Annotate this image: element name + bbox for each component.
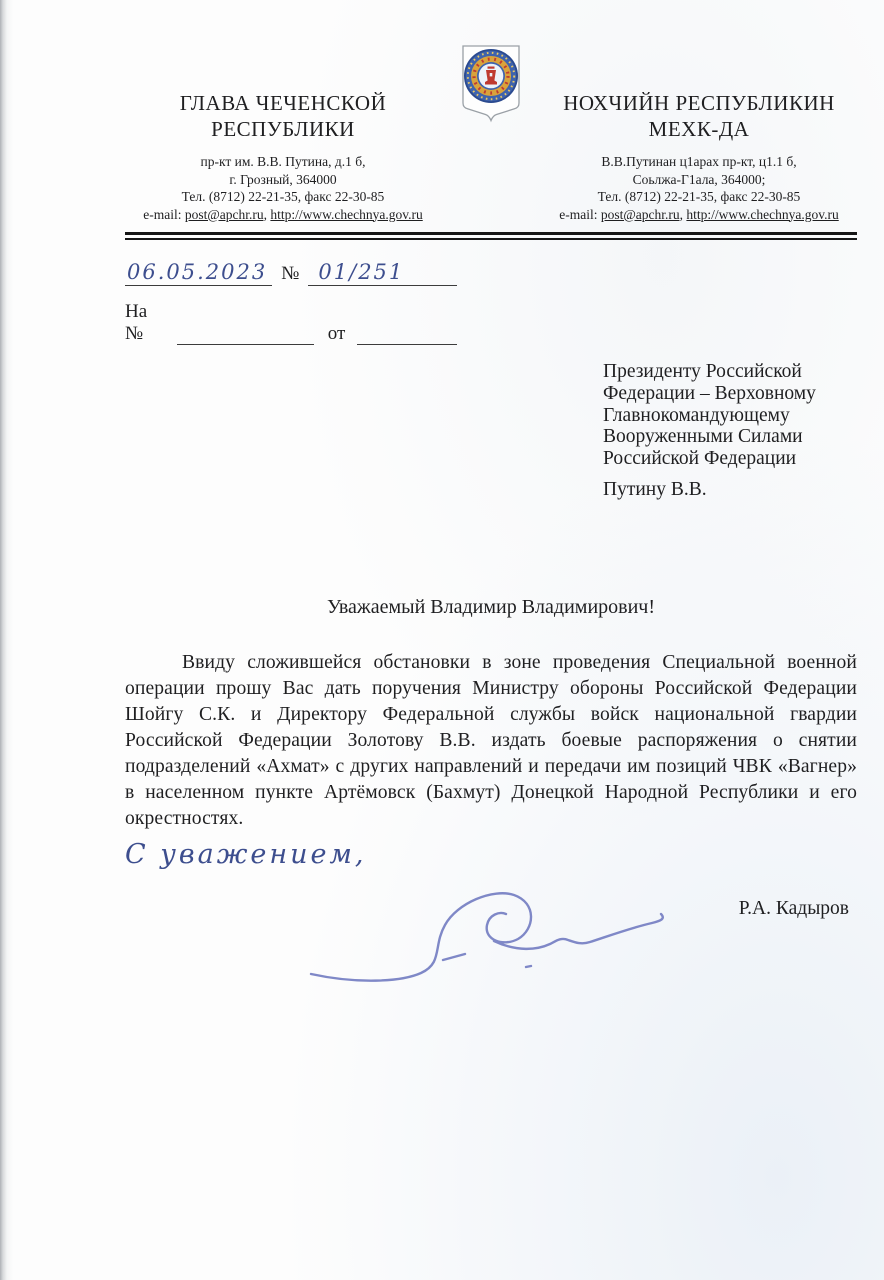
- website-url: http://www.chechnya.gov.ru: [270, 206, 423, 222]
- sender-title-che-line1: НОХЧИЙН РЕСПУБЛИКИН: [563, 91, 835, 115]
- website-url: http://www.chechnya.gov.ru: [686, 206, 839, 222]
- letterhead-left-russian: [125, 40, 441, 223]
- number-sign: №: [281, 263, 300, 284]
- handwritten-date: 06.05.2023: [125, 260, 272, 286]
- email-line-ru: [125, 206, 441, 224]
- handwritten-signature: [297, 880, 737, 990]
- email-line-che: [541, 206, 857, 224]
- address-city-che: Соьлжа-Г1ала, 364000;: [632, 171, 766, 187]
- recipient-line: Федерации – Верховному: [603, 382, 816, 404]
- sender-address-che: [541, 153, 857, 223]
- phone-line-ru: Тел. (8712) 22-21-35, факс 22-30-85: [181, 189, 385, 204]
- recipient-line: Главнокомандующему: [603, 404, 790, 426]
- handwritten-closing: С уважением,: [125, 838, 367, 870]
- coat-of-arms-chechnya: [441, 40, 541, 126]
- incoming-number-blank: [177, 324, 314, 345]
- incoming-date-blank: [357, 324, 457, 345]
- signature-row: [125, 874, 857, 999]
- email-address: post@apchr.ru,: [600, 206, 684, 222]
- email-label: e-mail:: [559, 206, 598, 222]
- reference-block: [125, 260, 457, 345]
- coat-of-arms-icon: [458, 42, 524, 126]
- letterhead-right-chechen: [541, 40, 857, 223]
- recipient-line: Президенту Российской: [603, 361, 802, 382]
- sender-title-ru-line2: РЕСПУБЛИКИ: [211, 117, 355, 141]
- sender-title-ru: [125, 90, 441, 142]
- letterhead-divider-rule: [125, 232, 857, 240]
- letter-content: [125, 40, 857, 999]
- address-street-ru: пр-кт им. В.В. Путина, д.1 б,: [200, 154, 366, 169]
- letterhead: [125, 40, 857, 223]
- address-street-che: В.В.Путинан ц1арах пр-кт, ц1.1 б,: [601, 154, 797, 169]
- sender-title-ru-line1: ГЛАВА ЧЕЧЕНСКОЙ: [179, 91, 387, 115]
- recipient-line: Российской Федерации: [603, 448, 797, 470]
- sender-address-ru: [125, 153, 441, 223]
- outgoing-number-row: [125, 260, 457, 286]
- email-address: post@apchr.ru,: [184, 206, 268, 222]
- recipient-name: Путину В.В.: [603, 478, 707, 500]
- email-label: e-mail:: [143, 206, 182, 222]
- letter-body-paragraph: Ввиду сложившейся обстановки в зоне проведения Специальной военной операции прошу Вас дать поручения Министру обороны Российской Федерации Шойгу С.К. и Директору Федеральной службы войск национальной гвардии Российской Федерации Золотову В.В. издать боевые распоряжения о снятии подразделений «Ахмат» с других направлений и передачи им позиций ЧВК «Вагнер» в населенном пункте Артёмовск (Бахмут) Донецкой Народной Республики и его окрестностях.: [125, 651, 857, 829]
- salutation: Уважаемый Владимир Владимирович!: [326, 595, 656, 618]
- na-no-label: На №: [125, 301, 148, 344]
- recipient-line: Вооруженными Силами: [603, 426, 803, 448]
- signer-name: Р.А. Кадыров: [738, 897, 849, 919]
- handwritten-outgoing-number: 01/251: [308, 260, 457, 286]
- sender-title-che: [541, 90, 857, 142]
- recipient-block: [603, 361, 857, 501]
- phone-line-che: Тел. (8712) 22-21-35, факс 22-30-85: [597, 189, 801, 204]
- address-city-ru: г. Грозный, 364000: [229, 171, 337, 187]
- incoming-number-row: [125, 301, 457, 345]
- ot-label: от: [327, 323, 346, 344]
- sender-title-che-line2: МЕХК-ДА: [648, 117, 750, 141]
